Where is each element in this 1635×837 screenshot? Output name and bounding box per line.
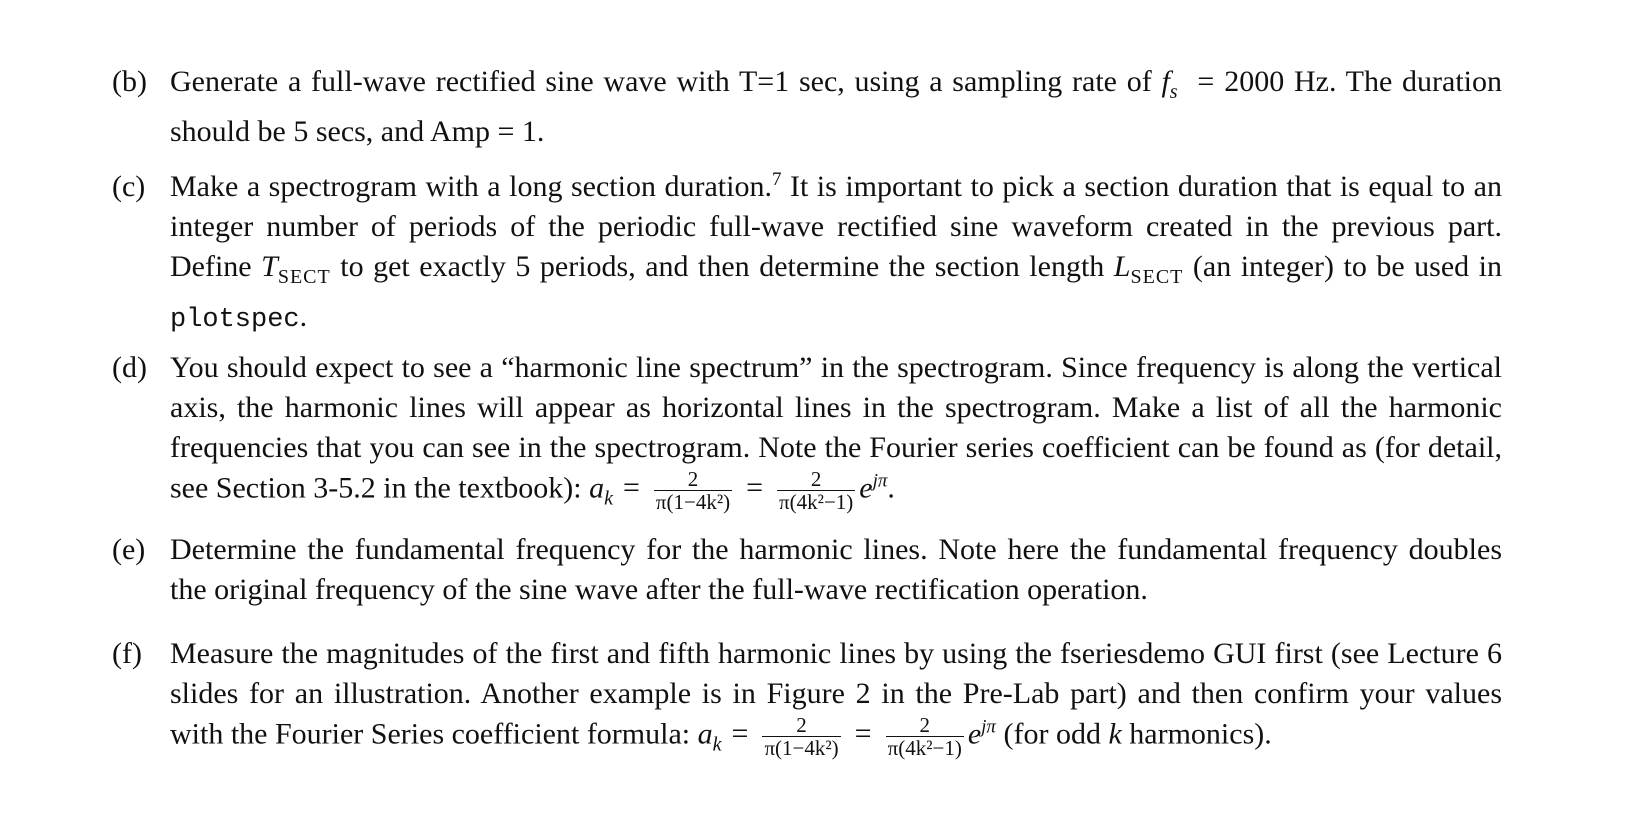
item-c-text-4: (an integer) to be used in (1183, 250, 1503, 283)
fraction-1-numerator: 2 (654, 468, 732, 491)
item-e-label: (e) (112, 533, 146, 566)
ak-symbol: a (589, 471, 605, 505)
exp-superscript: jπ (872, 470, 888, 492)
fraction-2 (886, 714, 964, 759)
fraction-1-denominator: π(1−4k²) (764, 736, 839, 760)
t-sect-subscript: SECT (277, 266, 331, 288)
footnote-marker: 7 (771, 169, 782, 190)
item-f-body (170, 634, 1502, 764)
fraction-2-denominator: π(4k²−1) (887, 736, 962, 760)
item-f-text-1: Measure the magnitudes of the first and fifth harmonic lines by using the fseriesdemo GUI first (see Lecture 6 slides for an illustration. Another example is in Figure 2 in the Pre-Lab part) and then confirm your values with the Fourier Series coefficient formula: (170, 637, 1502, 751)
item-f-text-3: harmonics). (1121, 717, 1272, 751)
fraction-2-denominator: π(4k²−1) (779, 490, 854, 514)
exp-superscript: jπ (981, 716, 996, 738)
item-c (112, 167, 1502, 340)
fs-subscript: s (1169, 81, 1178, 103)
fraction-1 (654, 468, 732, 513)
l-sect-symbol: L (1113, 250, 1131, 283)
item-e (112, 530, 1502, 610)
item-d-label: (d) (112, 351, 147, 384)
fraction-1-denominator: π(1−4k²) (655, 490, 731, 514)
item-f-label: (f) (112, 637, 142, 670)
equals-sign: = (1197, 65, 1215, 98)
item-c-text-1: Make a spectrogram with a long section duration. (170, 170, 772, 203)
item-c-text-2: It is important to pick a section duration that is equal to an integer number of periods of the periodic full-wave rectified sine waveform created in the previous part. Define (170, 170, 1502, 283)
ak-subscript: k (712, 733, 722, 756)
item-f-text-2: (for odd (995, 717, 1109, 751)
fraction-2-numerator: 2 (886, 714, 964, 737)
fs-value: 2000 Hz. The (1224, 65, 1393, 98)
item-b-text-1: Generate a full-wave rectified sine wave with T=1 sec, using a sampling rate of (170, 65, 1152, 98)
item-f (112, 634, 1502, 764)
equals-sign: = (622, 471, 640, 505)
l-sect-subscript: SECT (1130, 266, 1184, 288)
item-d (112, 348, 1502, 518)
item-b-label: (b) (112, 65, 147, 98)
exp-base: e (967, 717, 982, 751)
fraction-2 (777, 468, 855, 513)
item-c-text-3: to get exactly 5 periods, and then determine the section length (330, 250, 1114, 283)
item-c-body (170, 167, 1502, 340)
equals-sign: = (854, 717, 872, 751)
item-e-body: Determine the fundamental frequency for the harmonic lines. Note here the fundamental frequency doubles the original frequency of the sine wave after the full-wave rectification operation. (170, 533, 1502, 606)
item-b (112, 62, 1502, 152)
k-symbol: k (1108, 717, 1122, 751)
fraction-1-numerator: 2 (762, 714, 840, 737)
item-d-body (170, 348, 1502, 518)
item-c-text-5: . (299, 300, 308, 333)
exp-base: e (859, 471, 873, 505)
ak-subscript: k (604, 487, 613, 510)
item-b-body (170, 62, 1502, 152)
fraction-1 (762, 714, 840, 759)
equals-sign: = (746, 471, 764, 505)
fraction-2-numerator: 2 (777, 468, 855, 491)
item-c-label: (c) (112, 170, 146, 203)
item-d-end: . (887, 471, 895, 505)
ak-symbol: a (697, 717, 713, 751)
item-b-text-2: duration should be 5 secs, and Amp = 1. (170, 65, 1502, 148)
equals-sign: = (731, 717, 749, 751)
item-d-text-1: You should expect to see a “harmonic line spectrum” in the spectrogram. Since frequency is along the vertical axis, the harmonic lines will appear as horizontal lines in the spectrogram. Make a list of all the harmonic frequencies that you can see in the spectrogram. Note the Fourier series coefficient can be found as (for detail, see Section 3-5.2 in the textbook): (170, 351, 1502, 505)
fs-symbol: f (1161, 65, 1170, 98)
t-sect-symbol: T (261, 250, 278, 283)
plotspec-code: plotspec (170, 305, 300, 335)
